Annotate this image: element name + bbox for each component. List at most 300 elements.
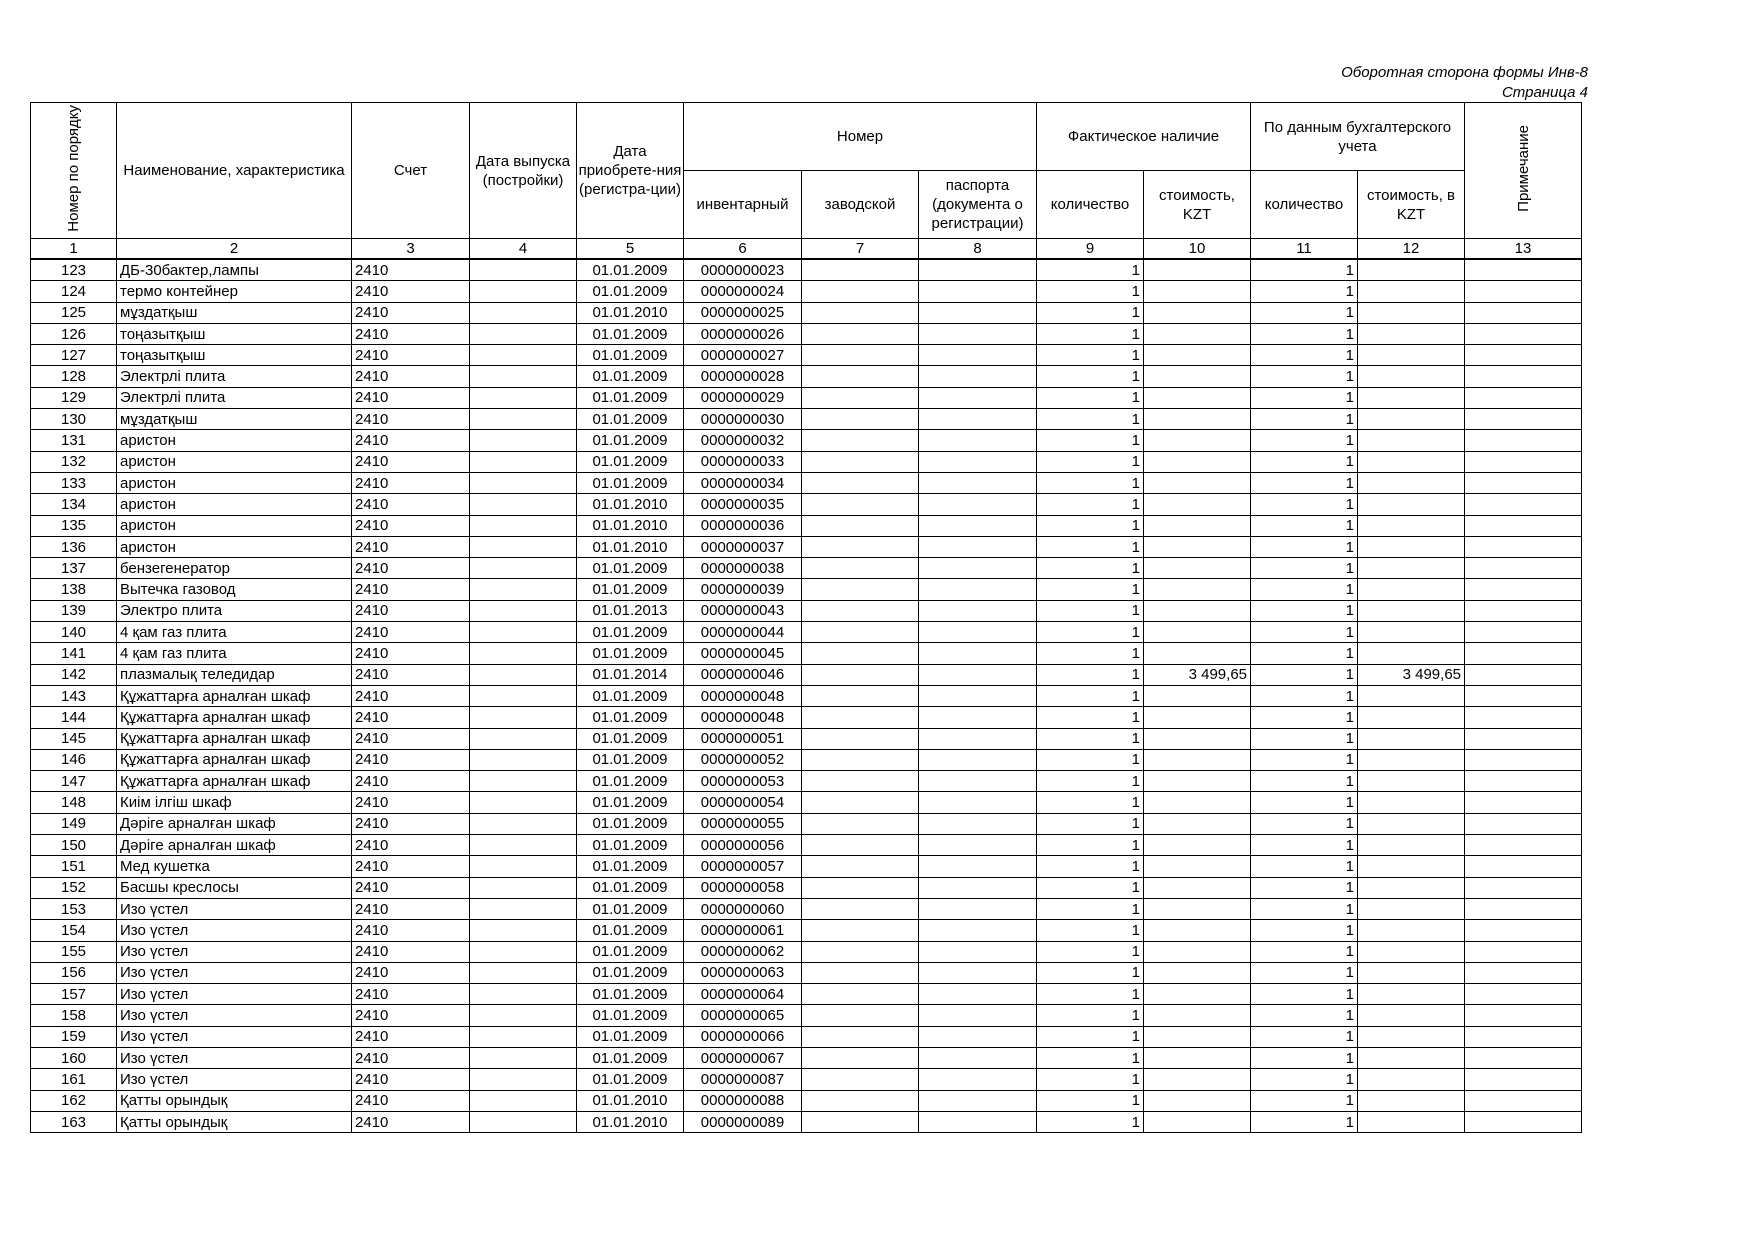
cell-note [1465,898,1582,919]
cell-acq-date: 01.01.2009 [577,451,684,472]
cell-qty: 1 [1037,622,1144,643]
header-num [31,103,117,239]
cell-factory [802,281,919,302]
table-row [31,792,1582,813]
cell-account: 2410 [352,962,470,983]
cell-books-qty: 1 [1251,451,1358,472]
header-qty: количество [1037,171,1144,239]
cell-acq-date: 01.01.2009 [577,1047,684,1068]
cell-acq-date: 01.01.2010 [577,536,684,557]
cell-release-date [470,536,577,557]
cell-account: 2410 [352,792,470,813]
header-account: Счет [352,103,470,239]
cell-note [1465,643,1582,664]
cell-inventory: 0000000027 [684,345,802,366]
cell-inventory: 0000000023 [684,259,802,281]
cell-account: 2410 [352,1090,470,1111]
cell-books-cost [1358,1005,1465,1026]
table-row [31,600,1582,621]
cell-factory [802,323,919,344]
cell-books-qty: 1 [1251,813,1358,834]
cell-num: 141 [31,643,117,664]
cell-inventory: 0000000088 [684,1090,802,1111]
cell-note [1465,962,1582,983]
cell-release-date [470,1005,577,1026]
cell-acq-date: 01.01.2009 [577,1069,684,1090]
table-row [31,898,1582,919]
cell-num: 161 [31,1069,117,1090]
cell-inventory: 0000000037 [684,536,802,557]
table-row [31,579,1582,600]
cell-books-cost [1358,643,1465,664]
cell-factory [802,259,919,281]
cell-qty: 1 [1037,409,1144,430]
cell-note [1465,920,1582,941]
cell-books-cost [1358,1090,1465,1111]
cell-passport [919,302,1037,323]
cell-inventory: 0000000064 [684,984,802,1005]
cell-release-date [470,792,577,813]
cell-books-qty: 1 [1251,898,1358,919]
cell-cost [1144,835,1251,856]
cell-num: 144 [31,707,117,728]
cell-books-cost [1358,558,1465,579]
cell-name: аристон [117,430,352,451]
cell-cost [1144,366,1251,387]
cell-num: 135 [31,515,117,536]
cell-name: Изо үстел [117,920,352,941]
page-number: Страница 4 [1501,84,1588,101]
cell-acq-date: 01.01.2014 [577,664,684,685]
cell-factory [802,1090,919,1111]
cell-cost [1144,813,1251,834]
cell-num: 133 [31,472,117,493]
cell-passport [919,387,1037,408]
cell-account: 2410 [352,451,470,472]
cell-factory [802,835,919,856]
cell-num: 153 [31,898,117,919]
cell-release-date [470,707,577,728]
cell-acq-date: 01.01.2009 [577,707,684,728]
cell-release-date [470,345,577,366]
cell-factory [802,345,919,366]
table-row [31,856,1582,877]
cell-release-date [470,643,577,664]
cell-factory [802,558,919,579]
cell-qty: 1 [1037,877,1144,898]
cell-passport [919,1026,1037,1047]
cell-books-cost [1358,749,1465,770]
cell-cost [1144,430,1251,451]
cell-cost [1144,941,1251,962]
cell-factory [802,728,919,749]
cell-passport [919,813,1037,834]
cell-passport [919,1111,1037,1132]
table-row [31,302,1582,323]
cell-release-date [470,984,577,1005]
cell-books-cost [1358,941,1465,962]
cell-passport [919,558,1037,579]
table-row [31,451,1582,472]
cell-passport [919,494,1037,515]
cell-books-cost [1358,1026,1465,1047]
cell-account: 2410 [352,600,470,621]
cell-release-date [470,451,577,472]
cell-acq-date: 01.01.2009 [577,409,684,430]
cell-name: Дәріге арналған шкаф [117,835,352,856]
cell-note [1465,1090,1582,1111]
cell-factory [802,472,919,493]
cell-name: Басшы креслосы [117,877,352,898]
cell-account: 2410 [352,345,470,366]
cell-acq-date: 01.01.2009 [577,984,684,1005]
cell-factory [802,920,919,941]
cell-cost [1144,1005,1251,1026]
cell-num: 136 [31,536,117,557]
cell-books-qty: 1 [1251,409,1358,430]
cell-books-cost [1358,345,1465,366]
cell-factory [802,685,919,706]
cell-acq-date: 01.01.2009 [577,643,684,664]
cell-acq-date: 01.01.2009 [577,941,684,962]
header-actual-group: Фактическое наличие [1037,103,1251,171]
table-row [31,515,1582,536]
cell-release-date [470,472,577,493]
cell-books-cost [1358,494,1465,515]
cell-cost [1144,643,1251,664]
column-number: 12 [1358,239,1465,260]
header-passport: паспорта (документа о регистрации) [919,171,1037,239]
column-number: 5 [577,239,684,260]
cell-account: 2410 [352,1069,470,1090]
cell-account: 2410 [352,920,470,941]
cell-inventory: 0000000087 [684,1069,802,1090]
cell-account: 2410 [352,622,470,643]
cell-cost [1144,771,1251,792]
cell-name: Қатты орындық [117,1111,352,1132]
cell-passport [919,323,1037,344]
cell-qty: 1 [1037,323,1144,344]
cell-release-date [470,430,577,451]
cell-note [1465,259,1582,281]
cell-note [1465,771,1582,792]
cell-acq-date: 01.01.2009 [577,771,684,792]
cell-passport [919,792,1037,813]
cell-qty: 1 [1037,749,1144,770]
cell-acq-date: 01.01.2009 [577,366,684,387]
column-number: 4 [470,239,577,260]
cell-passport [919,451,1037,472]
cell-inventory: 0000000029 [684,387,802,408]
cell-books-qty: 1 [1251,835,1358,856]
cell-note [1465,813,1582,834]
table-header [31,103,1582,260]
cell-books-qty: 1 [1251,707,1358,728]
cell-note [1465,451,1582,472]
cell-books-cost [1358,451,1465,472]
cell-account: 2410 [352,685,470,706]
cell-inventory: 0000000062 [684,941,802,962]
cell-inventory: 0000000048 [684,707,802,728]
cell-qty: 1 [1037,536,1144,557]
cell-inventory: 0000000043 [684,600,802,621]
cell-qty: 1 [1037,728,1144,749]
cell-inventory: 0000000057 [684,856,802,877]
cell-name: Киім ілгіш шкаф [117,792,352,813]
cell-factory [802,1047,919,1068]
table-row [31,409,1582,430]
table-row [31,558,1582,579]
cell-note [1465,1005,1582,1026]
cell-acq-date: 01.01.2009 [577,856,684,877]
table-row [31,430,1582,451]
cell-account: 2410 [352,430,470,451]
cell-cost [1144,898,1251,919]
cell-qty: 1 [1037,984,1144,1005]
cell-release-date [470,685,577,706]
cell-inventory: 0000000026 [684,323,802,344]
cell-acq-date: 01.01.2009 [577,792,684,813]
cell-inventory: 0000000063 [684,962,802,983]
cell-qty: 1 [1037,259,1144,281]
cell-factory [802,898,919,919]
cell-qty: 1 [1037,430,1144,451]
cell-books-cost [1358,962,1465,983]
cell-factory [802,451,919,472]
cell-cost [1144,1090,1251,1111]
cell-note [1465,281,1582,302]
cell-cost [1144,494,1251,515]
cell-books-qty: 1 [1251,558,1358,579]
cell-books-qty: 1 [1251,366,1358,387]
cell-cost [1144,558,1251,579]
cell-passport [919,643,1037,664]
cell-num: 157 [31,984,117,1005]
cell-books-qty: 1 [1251,728,1358,749]
cell-acq-date: 01.01.2009 [577,472,684,493]
cell-release-date [470,1111,577,1132]
cell-books-qty: 1 [1251,622,1358,643]
cell-account: 2410 [352,366,470,387]
cell-cost [1144,984,1251,1005]
cell-acq-date: 01.01.2009 [577,579,684,600]
cell-note [1465,707,1582,728]
cell-factory [802,1026,919,1047]
cell-books-cost [1358,1111,1465,1132]
table-row [31,1090,1582,1111]
cell-books-cost [1358,281,1465,302]
cell-inventory: 0000000058 [684,877,802,898]
cell-qty: 1 [1037,558,1144,579]
cell-qty: 1 [1037,920,1144,941]
cell-num: 150 [31,835,117,856]
table-row [31,685,1582,706]
cell-passport [919,1069,1037,1090]
cell-acq-date: 01.01.2009 [577,281,684,302]
cell-name: ДБ-30бактер,лампы [117,259,352,281]
cell-acq-date: 01.01.2009 [577,728,684,749]
cell-release-date [470,1047,577,1068]
cell-books-cost [1358,409,1465,430]
cell-name: Электро плита [117,600,352,621]
cell-qty: 1 [1037,1047,1144,1068]
cell-inventory: 0000000055 [684,813,802,834]
cell-acq-date: 01.01.2009 [577,962,684,983]
cell-note [1465,430,1582,451]
cell-account: 2410 [352,1047,470,1068]
cell-num: 146 [31,749,117,770]
cell-account: 2410 [352,515,470,536]
cell-acq-date: 01.01.2010 [577,302,684,323]
cell-factory [802,664,919,685]
cell-books-qty: 1 [1251,962,1358,983]
cell-cost [1144,472,1251,493]
cell-name: Изо үстел [117,941,352,962]
cell-account: 2410 [352,877,470,898]
cell-num: 129 [31,387,117,408]
cell-num: 125 [31,302,117,323]
cell-inventory: 0000000028 [684,366,802,387]
cell-passport [919,259,1037,281]
cell-account: 2410 [352,259,470,281]
header-num-label: Номер по порядку [65,104,82,232]
cell-account: 2410 [352,494,470,515]
header-factory: заводской [802,171,919,239]
cell-inventory: 0000000045 [684,643,802,664]
header-number-group: Номер [684,103,1037,171]
cell-books-qty: 1 [1251,984,1358,1005]
cell-qty: 1 [1037,345,1144,366]
column-number: 8 [919,239,1037,260]
cell-passport [919,622,1037,643]
table-row [31,259,1582,281]
cell-inventory: 0000000052 [684,749,802,770]
cell-passport [919,1047,1037,1068]
cell-passport [919,536,1037,557]
cell-acq-date: 01.01.2010 [577,494,684,515]
cell-passport [919,430,1037,451]
cell-acq-date: 01.01.2009 [577,387,684,408]
cell-books-qty: 1 [1251,387,1358,408]
cell-note [1465,835,1582,856]
cell-note [1465,345,1582,366]
table-row [31,622,1582,643]
cell-name: 4 қам газ плита [117,643,352,664]
cell-release-date [470,728,577,749]
table-row [31,536,1582,557]
cell-cost [1144,345,1251,366]
cell-account: 2410 [352,302,470,323]
cell-inventory: 0000000038 [684,558,802,579]
table-row [31,1047,1582,1068]
cell-passport [919,835,1037,856]
header-inventory: инвентарный [684,171,802,239]
cell-name: аристон [117,515,352,536]
cell-factory [802,515,919,536]
cell-note [1465,472,1582,493]
cell-books-qty: 1 [1251,1047,1358,1068]
cell-note [1465,302,1582,323]
cell-passport [919,984,1037,1005]
cell-books-qty: 1 [1251,856,1358,877]
cell-books-cost [1358,877,1465,898]
cell-name: Құжаттарға арналған шкаф [117,771,352,792]
cell-qty: 1 [1037,856,1144,877]
cell-release-date [470,281,577,302]
cell-release-date [470,962,577,983]
cell-inventory: 0000000039 [684,579,802,600]
cell-name: Мед кушетка [117,856,352,877]
cell-num: 139 [31,600,117,621]
cell-release-date [470,515,577,536]
cell-release-date [470,579,577,600]
cell-passport [919,1005,1037,1026]
cell-books-cost [1358,515,1465,536]
cell-cost [1144,515,1251,536]
cell-books-qty: 1 [1251,430,1358,451]
cell-inventory: 0000000060 [684,898,802,919]
cell-note [1465,558,1582,579]
cell-account: 2410 [352,813,470,834]
cell-books-qty: 1 [1251,685,1358,706]
cell-num: 131 [31,430,117,451]
cell-cost: 3 499,65 [1144,664,1251,685]
cell-cost [1144,728,1251,749]
cell-cost [1144,259,1251,281]
cell-books-qty: 1 [1251,600,1358,621]
cell-num: 128 [31,366,117,387]
cell-books-qty: 1 [1251,920,1358,941]
cell-books-cost [1358,302,1465,323]
cell-books-qty: 1 [1251,792,1358,813]
cell-books-qty: 1 [1251,536,1358,557]
cell-books-cost [1358,813,1465,834]
cell-qty: 1 [1037,898,1144,919]
cell-name: тоңазытқыш [117,323,352,344]
form-note: Оборотная сторона формы Инв-8 [1341,64,1588,81]
cell-name: Вытечка газовод [117,579,352,600]
header-books-cost: стоимость, в KZT [1358,171,1465,239]
cell-account: 2410 [352,387,470,408]
cell-inventory: 0000000051 [684,728,802,749]
cell-books-cost [1358,771,1465,792]
cell-cost [1144,409,1251,430]
cell-name: 4 қам газ плита [117,622,352,643]
cell-name: аристон [117,494,352,515]
table-row [31,1069,1582,1090]
cell-cost [1144,962,1251,983]
cell-note [1465,323,1582,344]
cell-release-date [470,1090,577,1111]
cell-release-date [470,749,577,770]
cell-release-date [470,771,577,792]
cell-cost [1144,451,1251,472]
cell-factory [802,494,919,515]
cell-inventory: 0000000046 [684,664,802,685]
cell-name: Изо үстел [117,1047,352,1068]
cell-passport [919,707,1037,728]
cell-qty: 1 [1037,366,1144,387]
cell-account: 2410 [352,1026,470,1047]
cell-books-cost [1358,898,1465,919]
cell-acq-date: 01.01.2010 [577,1090,684,1111]
cell-num: 147 [31,771,117,792]
table-row [31,281,1582,302]
table-row [31,664,1582,685]
table-row [31,707,1582,728]
column-number: 3 [352,239,470,260]
cell-num: 151 [31,856,117,877]
